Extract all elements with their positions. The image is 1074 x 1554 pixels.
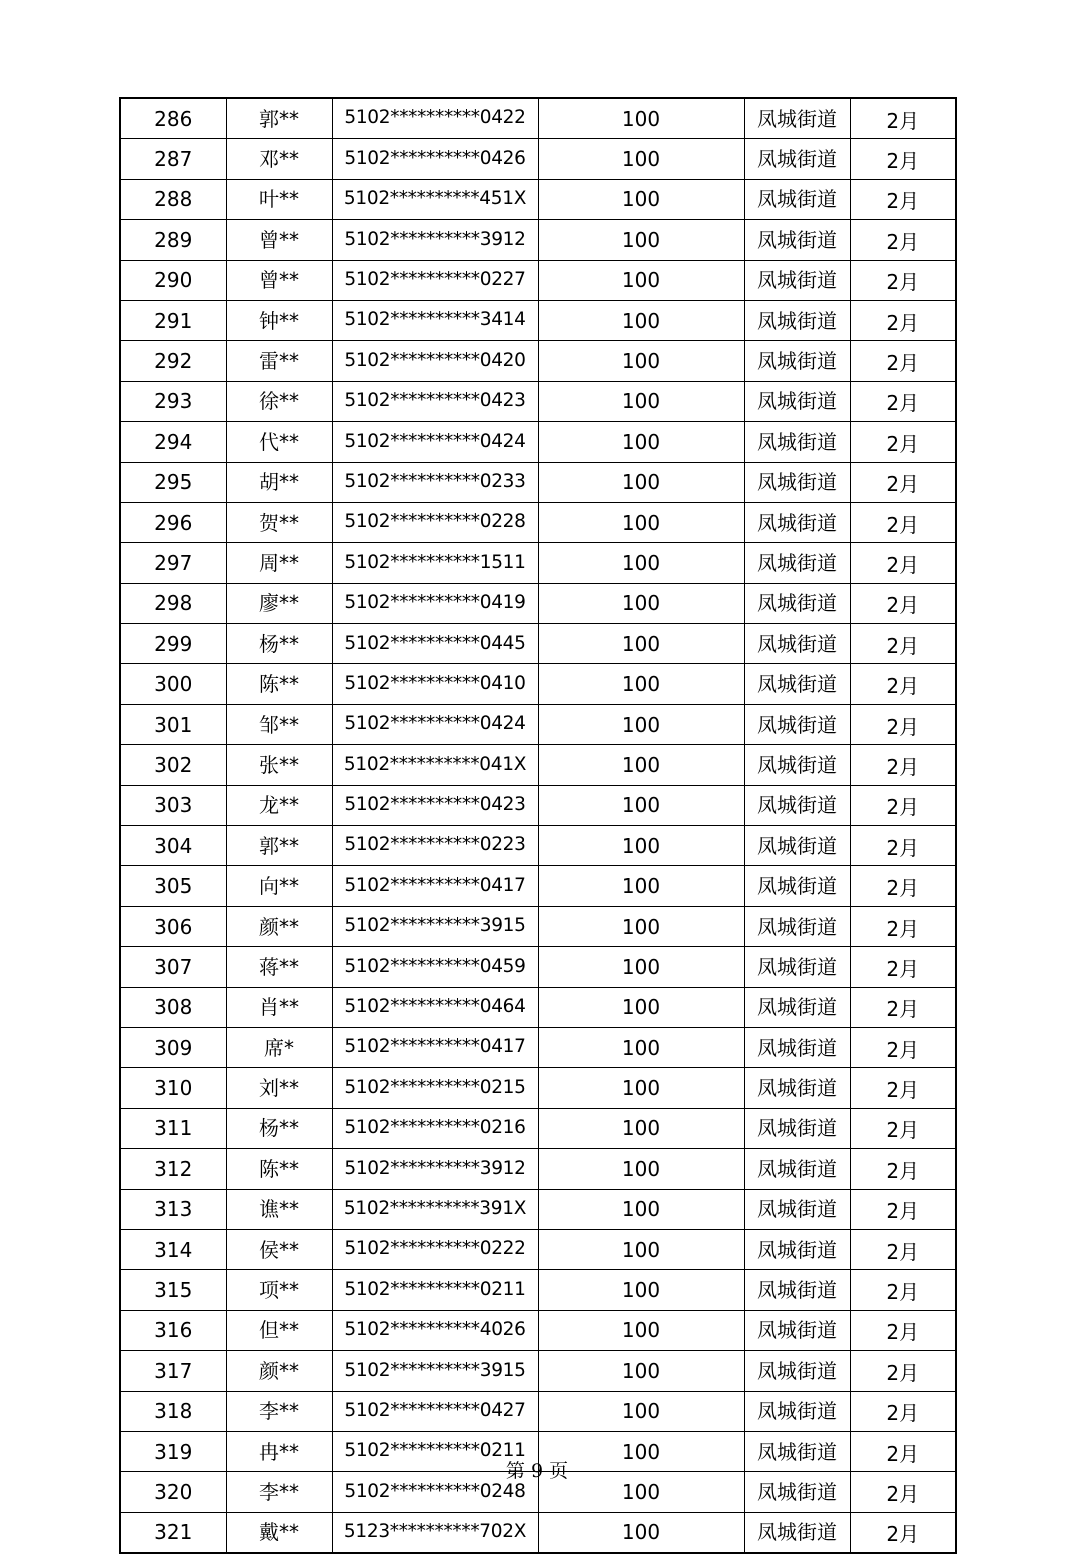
row-number-cell: 307 [120,947,226,987]
roster-table [119,97,957,1554]
table-row [120,1149,956,1189]
amount-cell: 100 [538,1108,744,1148]
table-row [120,664,956,704]
amount-cell: 100 [538,381,744,421]
row-number-cell: 294 [120,422,226,462]
id-number-cell: 5102**********4026 [332,1310,538,1350]
amount-cell: 100 [538,1027,744,1067]
row-number-cell: 287 [120,139,226,179]
row-number-cell: 303 [120,785,226,825]
month-cell: 2月 [850,1108,956,1148]
name-cell: 陈** [226,664,332,704]
name-cell: 邹** [226,704,332,744]
month-cell: 2月 [850,1391,956,1431]
table-row [120,139,956,179]
month-cell: 2月 [850,826,956,866]
id-number-cell: 5102**********3915 [332,906,538,946]
month-cell: 2月 [850,1229,956,1269]
name-cell: 蒋** [226,947,332,987]
table-row [120,1351,956,1391]
row-number-cell: 314 [120,1229,226,1269]
name-cell: 项** [226,1270,332,1310]
amount-cell: 100 [538,1149,744,1189]
id-number-cell: 5102**********0419 [332,583,538,623]
name-cell: 李** [226,1472,332,1512]
month-cell: 2月 [850,1270,956,1310]
id-number-cell: 5102**********3912 [332,1149,538,1189]
area-cell: 凤城街道 [744,664,850,704]
name-cell: 曾** [226,260,332,300]
name-cell: 但** [226,1310,332,1350]
row-number-cell: 305 [120,866,226,906]
area-cell: 凤城街道 [744,1149,850,1189]
month-cell: 2月 [850,866,956,906]
row-number-cell: 319 [120,1431,226,1471]
amount-cell: 100 [538,260,744,300]
month-cell: 2月 [850,220,956,260]
id-number-cell: 5102**********0420 [332,341,538,381]
name-cell: 龙** [226,785,332,825]
amount-cell: 100 [538,1431,744,1471]
table-row [120,624,956,664]
name-cell: 贺** [226,502,332,542]
month-cell: 2月 [850,341,956,381]
month-cell: 2月 [850,502,956,542]
id-number-cell: 5102**********0211 [332,1431,538,1471]
name-cell: 谯** [226,1189,332,1229]
table-row [120,1189,956,1229]
table-row [120,1512,956,1553]
row-number-cell: 297 [120,543,226,583]
id-number-cell: 5102**********0211 [332,1270,538,1310]
area-cell: 凤城街道 [744,98,850,139]
id-number-cell: 5102**********391X [332,1189,538,1229]
area-cell: 凤城街道 [744,260,850,300]
name-cell: 张** [226,745,332,785]
id-number-cell: 5102**********0423 [332,381,538,421]
row-number-cell: 312 [120,1149,226,1189]
row-number-cell: 288 [120,179,226,219]
area-cell: 凤城街道 [744,1391,850,1431]
table-row [120,543,956,583]
month-cell: 2月 [850,1068,956,1108]
area-cell: 凤城街道 [744,1189,850,1229]
area-cell: 凤城街道 [744,341,850,381]
row-number-cell: 316 [120,1310,226,1350]
id-number-cell: 5102**********3915 [332,1351,538,1391]
area-cell: 凤城街道 [744,947,850,987]
id-number-cell: 5102**********0445 [332,624,538,664]
area-cell: 凤城街道 [744,826,850,866]
row-number-cell: 298 [120,583,226,623]
amount-cell: 100 [538,300,744,340]
name-cell: 颜** [226,1351,332,1391]
id-number-cell: 5102**********0228 [332,502,538,542]
row-number-cell: 292 [120,341,226,381]
id-number-cell: 5102**********0427 [332,1391,538,1431]
name-cell: 戴** [226,1512,332,1553]
row-number-cell: 321 [120,1512,226,1553]
area-cell: 凤城街道 [744,624,850,664]
month-cell: 2月 [850,745,956,785]
amount-cell: 100 [538,220,744,260]
name-cell: 徐** [226,381,332,421]
area-cell: 凤城街道 [744,1027,850,1067]
month-cell: 2月 [850,704,956,744]
row-number-cell: 318 [120,1391,226,1431]
table-row [120,341,956,381]
name-cell: 向** [226,866,332,906]
roster-table-body [120,98,956,1553]
id-number-cell: 5102**********3414 [332,300,538,340]
amount-cell: 100 [538,462,744,502]
month-cell: 2月 [850,381,956,421]
id-number-cell: 5102**********0223 [332,826,538,866]
area-cell: 凤城街道 [744,1351,850,1391]
area-cell: 凤城街道 [744,866,850,906]
row-number-cell: 311 [120,1108,226,1148]
amount-cell: 100 [538,543,744,583]
amount-cell: 100 [538,826,744,866]
row-number-cell: 286 [120,98,226,139]
table-row [120,785,956,825]
amount-cell: 100 [538,139,744,179]
name-cell: 雷** [226,341,332,381]
table-row [120,1310,956,1350]
amount-cell: 100 [538,502,744,542]
id-number-cell: 5102**********0459 [332,947,538,987]
id-number-cell: 5102**********0422 [332,98,538,139]
id-number-cell: 5102**********041X [332,745,538,785]
table-row [120,947,956,987]
month-cell: 2月 [850,785,956,825]
area-cell: 凤城街道 [744,987,850,1027]
table-row [120,502,956,542]
amount-cell: 100 [538,1351,744,1391]
name-cell: 郭** [226,826,332,866]
area-cell: 凤城街道 [744,422,850,462]
table-row [120,422,956,462]
area-cell: 凤城街道 [744,300,850,340]
row-number-cell: 309 [120,1027,226,1067]
month-cell: 2月 [850,98,956,139]
area-cell: 凤城街道 [744,543,850,583]
id-number-cell: 5102**********0216 [332,1108,538,1148]
month-cell: 2月 [850,300,956,340]
amount-cell: 100 [538,341,744,381]
amount-cell: 100 [538,179,744,219]
table-row [120,1229,956,1269]
area-cell: 凤城街道 [744,1512,850,1553]
area-cell: 凤城街道 [744,220,850,260]
id-number-cell: 5102**********0233 [332,462,538,502]
table-row [120,583,956,623]
area-cell: 凤城街道 [744,583,850,623]
name-cell: 钟** [226,300,332,340]
row-number-cell: 308 [120,987,226,1027]
area-cell: 凤城街道 [744,381,850,421]
name-cell: 周** [226,543,332,583]
row-number-cell: 310 [120,1068,226,1108]
amount-cell: 100 [538,1391,744,1431]
amount-cell: 100 [538,1068,744,1108]
month-cell: 2月 [850,462,956,502]
month-cell: 2月 [850,1512,956,1553]
month-cell: 2月 [850,906,956,946]
table-row [120,987,956,1027]
amount-cell: 100 [538,583,744,623]
amount-cell: 100 [538,1189,744,1229]
amount-cell: 100 [538,624,744,664]
amount-cell: 100 [538,1270,744,1310]
amount-cell: 100 [538,987,744,1027]
table-row [120,826,956,866]
amount-cell: 100 [538,422,744,462]
table-row [120,906,956,946]
id-number-cell: 5102**********0426 [332,139,538,179]
month-cell: 2月 [850,139,956,179]
area-cell: 凤城街道 [744,906,850,946]
month-cell: 2月 [850,1431,956,1471]
table-row [120,1391,956,1431]
name-cell: 颜** [226,906,332,946]
area-cell: 凤城街道 [744,1229,850,1269]
month-cell: 2月 [850,583,956,623]
table-row [120,300,956,340]
month-cell: 2月 [850,1149,956,1189]
table-row [120,179,956,219]
table-row [120,260,956,300]
table-row [120,866,956,906]
area-cell: 凤城街道 [744,502,850,542]
id-number-cell: 5102**********0410 [332,664,538,704]
name-cell: 曾** [226,220,332,260]
id-number-cell: 5102**********0215 [332,1068,538,1108]
id-number-cell: 5102**********0424 [332,704,538,744]
table-row [120,98,956,139]
area-cell: 凤城街道 [744,1108,850,1148]
amount-cell: 100 [538,906,744,946]
name-cell: 叶** [226,179,332,219]
month-cell: 2月 [850,624,956,664]
name-cell: 侯** [226,1229,332,1269]
name-cell: 代** [226,422,332,462]
row-number-cell: 320 [120,1472,226,1512]
row-number-cell: 302 [120,745,226,785]
area-cell: 凤城街道 [744,462,850,502]
area-cell: 凤城街道 [744,179,850,219]
table-row [120,745,956,785]
row-number-cell: 299 [120,624,226,664]
id-number-cell: 5102**********0227 [332,260,538,300]
id-number-cell: 5102**********0248 [332,1472,538,1512]
area-cell: 凤城街道 [744,1068,850,1108]
table-row [120,1027,956,1067]
name-cell: 胡** [226,462,332,502]
month-cell: 2月 [850,987,956,1027]
row-number-cell: 290 [120,260,226,300]
id-number-cell: 5102**********0417 [332,1027,538,1067]
name-cell: 肖** [226,987,332,1027]
amount-cell: 100 [538,704,744,744]
row-number-cell: 291 [120,300,226,340]
area-cell: 凤城街道 [744,1310,850,1350]
month-cell: 2月 [850,1472,956,1512]
amount-cell: 100 [538,1310,744,1350]
name-cell: 李** [226,1391,332,1431]
month-cell: 2月 [850,1027,956,1067]
month-cell: 2月 [850,179,956,219]
amount-cell: 100 [538,785,744,825]
table-row [120,381,956,421]
id-number-cell: 5102**********0424 [332,422,538,462]
area-cell: 凤城街道 [744,785,850,825]
amount-cell: 100 [538,98,744,139]
row-number-cell: 293 [120,381,226,421]
id-number-cell: 5102**********3912 [332,220,538,260]
month-cell: 2月 [850,1351,956,1391]
name-cell: 刘** [226,1068,332,1108]
id-number-cell: 5102**********0417 [332,866,538,906]
month-cell: 2月 [850,664,956,704]
amount-cell: 100 [538,1512,744,1553]
id-number-cell: 5102**********0464 [332,987,538,1027]
name-cell: 郭** [226,98,332,139]
table-row [120,462,956,502]
row-number-cell: 301 [120,704,226,744]
amount-cell: 100 [538,1472,744,1512]
id-number-cell: 5123**********702X [332,1512,538,1553]
table-row [120,1068,956,1108]
amount-cell: 100 [538,866,744,906]
id-number-cell: 5102**********1511 [332,543,538,583]
name-cell: 邓** [226,139,332,179]
area-cell: 凤城街道 [744,704,850,744]
row-number-cell: 313 [120,1189,226,1229]
name-cell: 杨** [226,1108,332,1148]
name-cell: 陈** [226,1149,332,1189]
area-cell: 凤城街道 [744,745,850,785]
amount-cell: 100 [538,947,744,987]
row-number-cell: 304 [120,826,226,866]
area-cell: 凤城街道 [744,139,850,179]
amount-cell: 100 [538,1229,744,1269]
month-cell: 2月 [850,543,956,583]
month-cell: 2月 [850,1189,956,1229]
page-number: 第 9 页 [505,1460,569,1482]
row-number-cell: 315 [120,1270,226,1310]
area-cell: 凤城街道 [744,1431,850,1471]
row-number-cell: 296 [120,502,226,542]
amount-cell: 100 [538,745,744,785]
table-row [120,1270,956,1310]
table-row [120,704,956,744]
table-row [120,220,956,260]
row-number-cell: 289 [120,220,226,260]
row-number-cell: 317 [120,1351,226,1391]
name-cell: 杨** [226,624,332,664]
id-number-cell: 5102**********451X [332,179,538,219]
amount-cell: 100 [538,664,744,704]
table-row [120,1108,956,1148]
row-number-cell: 300 [120,664,226,704]
month-cell: 2月 [850,260,956,300]
id-number-cell: 5102**********0222 [332,1229,538,1269]
area-cell: 凤城街道 [744,1472,850,1512]
name-cell: 廖** [226,583,332,623]
month-cell: 2月 [850,422,956,462]
month-cell: 2月 [850,1310,956,1350]
name-cell: 冉** [226,1431,332,1471]
name-cell: 席* [226,1027,332,1067]
month-cell: 2月 [850,947,956,987]
row-number-cell: 295 [120,462,226,502]
row-number-cell: 306 [120,906,226,946]
area-cell: 凤城街道 [744,1270,850,1310]
id-number-cell: 5102**********0423 [332,785,538,825]
